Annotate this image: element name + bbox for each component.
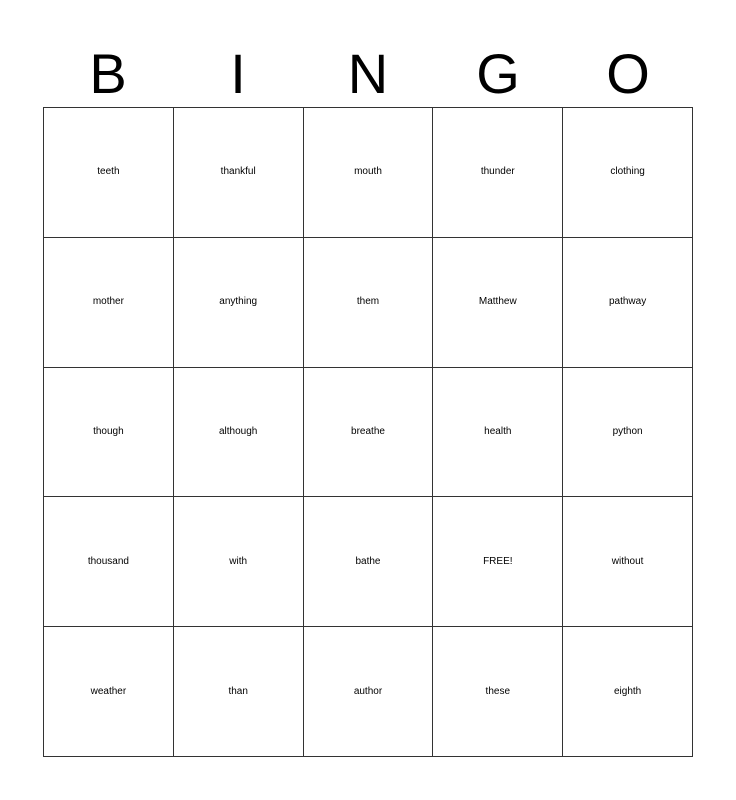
bingo-cell-r5-c4[interactable]: these — [433, 627, 563, 757]
bingo-cell-free-space[interactable]: FREE! — [433, 497, 563, 627]
bingo-cell-r5-c3[interactable]: author — [304, 627, 434, 757]
bingo-cell-r4-c2[interactable]: with — [174, 497, 304, 627]
header-letter-b: B — [89, 42, 127, 105]
bingo-cell-r2-c3[interactable]: them — [304, 238, 434, 368]
bingo-cell-r5-c1[interactable]: weather — [44, 627, 174, 757]
header-letter-o: O — [606, 42, 650, 105]
bingo-cell-r4-c5[interactable]: without — [563, 497, 693, 627]
bingo-cell-r3-c2[interactable]: although — [174, 368, 304, 498]
bingo-cell-r3-c5[interactable]: python — [563, 368, 693, 498]
bingo-cell-r4-c1[interactable]: thousand — [44, 497, 174, 627]
bingo-cell-r3-c3[interactable]: breathe — [304, 368, 434, 498]
bingo-cell-r2-c4[interactable]: Matthew — [433, 238, 563, 368]
bingo-cell-r1-c3[interactable]: mouth — [304, 108, 434, 238]
bingo-cell-r2-c2[interactable]: anything — [174, 238, 304, 368]
bingo-cell-r1-c5[interactable]: clothing — [563, 108, 693, 238]
bingo-cell-r3-c1[interactable]: though — [44, 368, 174, 498]
bingo-cell-r5-c5[interactable]: eighth — [563, 627, 693, 757]
bingo-cell-r1-c1[interactable]: teeth — [44, 108, 174, 238]
header-letter-i: I — [230, 42, 246, 105]
bingo-cell-r2-c5[interactable]: pathway — [563, 238, 693, 368]
bingo-board — [43, 107, 693, 757]
bingo-cell-r5-c2[interactable]: than — [174, 627, 304, 757]
bingo-cell-r1-c4[interactable]: thunder — [433, 108, 563, 238]
bingo-cell-r2-c1[interactable]: mother — [44, 238, 174, 368]
header-letter-g: G — [476, 42, 520, 105]
bingo-cell-r3-c4[interactable]: health — [433, 368, 563, 498]
bingo-cell-r4-c3[interactable]: bathe — [304, 497, 434, 627]
bingo-cell-r1-c2[interactable]: thankful — [174, 108, 304, 238]
header-letter-n: N — [347, 42, 389, 105]
bingo-header — [43, 40, 693, 108]
